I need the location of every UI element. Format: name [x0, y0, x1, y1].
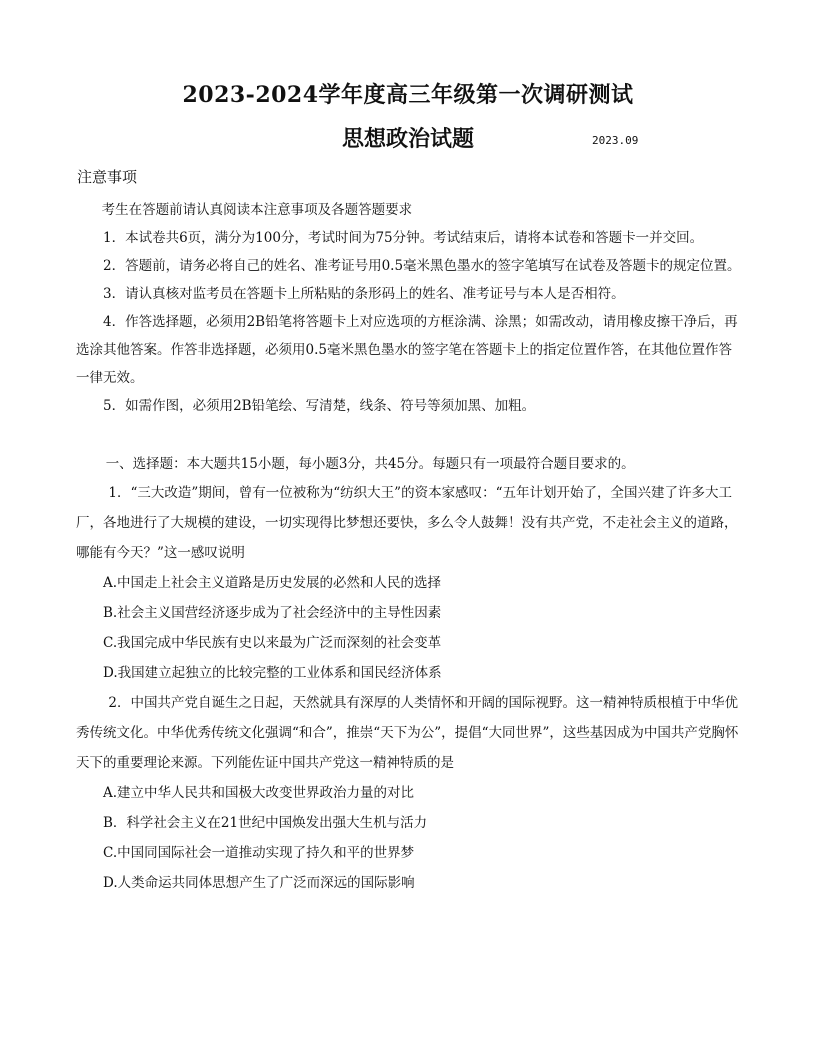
notice-intro: 考生在答题前请认真阅读本注意事项及各题答题要求	[101, 202, 413, 218]
question-1-option-d: D.我国建立起独立的比较完整的工业体系和国民经济体系	[103, 665, 442, 681]
page-content	[76, 196, 744, 898]
exam-date: 2023.09	[592, 134, 639, 147]
question-2-option-c: C.中国同国际社会一道推动实现了持久和平的世界梦	[103, 845, 415, 861]
notice-item-1: 1．本试卷共6页，满分为100分，考试时间为75分钟。考试结束后，请将本试卷和答题卡一并交回。	[103, 230, 704, 246]
question-1-option-b: B.社会主义国营经济逐步成为了社会经济中的主导性因素	[103, 605, 442, 621]
notice-item-3: 3．请认真核对监考员在答题卡上所粘贴的条形码上的姓名、准考证号与本人是否相符。	[103, 286, 625, 302]
question-2-stem: 2．中国共产党自诞生之日起，天然就具有深厚的人类情怀和开阔的国际视野。这一精神特质根植于中华优秀传统文化。中华优秀传统文化强调“和合”，推崇“天下为公”，提倡“大同世界”，这些基因成为中国共产党胸怀天下的重要理论来源。下列能佐证中国共产党这一精神特质的是	[76, 695, 739, 771]
exam-title: 2023-2024学年度高三年级第一次调研测试	[182, 82, 634, 108]
question-1-stem: 1．“三大改造”期间，曾有一位被称为“纺织大王”的资本家感叹：“五年计划开始了，全国兴建了许多大工厂，各地进行了大规模的建设，一切实现得比梦想还要快，多么令人鼓舞！没有共产党，不走社会主义的道路，哪能有今天？”这一感叹说明	[76, 485, 738, 561]
question-1-option-c: C.我国完成中华民族有史以来最为广泛而深刻的社会变革	[103, 635, 442, 651]
question-2-option-a: A.建立中华人民共和国极大改变世界政治力量的对比	[103, 785, 415, 801]
notice-item-5: 5．如需作图，必须用2B铅笔绘、写清楚，线条、符号等须加黑、加粗。	[103, 398, 536, 414]
notice-item-4: 4．作答选择题，必须用2B铅笔将答题卡上对应选项的方框涂满、涂黑；如需改动，请用橡皮擦干净后，再选涂其他答案。作答非选择题，必须用0.5毫米黑色墨水的签字笔在答题卡上的指定位置作答，在其他位置作答一律无效。	[76, 314, 738, 386]
notice-heading: 注意事项	[77, 168, 138, 186]
exam-subject-title: 思想政治试题	[341, 126, 474, 152]
question-2-option-d: D.人类命运共同体思想产生了广泛而深远的国际影响	[103, 875, 415, 891]
notice-item-2: 2．答题前，请务必将自己的姓名、准考证号用0.5毫米黑色墨水的签字笔填写在试卷及答题卡的规定位置。	[103, 258, 741, 274]
question-2-option-b: B．科学社会主义在21世纪中国焕发出强大生机与活力	[103, 815, 428, 831]
section-gap	[76, 420, 744, 450]
section-heading: 一、选择题：本大题共15小题，每小题3分，共45分。每题只有一项最符合题目要求的。	[105, 456, 635, 472]
question-1-option-a: A.中国走上社会主义道路是历史发展的必然和人民的选择	[103, 575, 442, 591]
